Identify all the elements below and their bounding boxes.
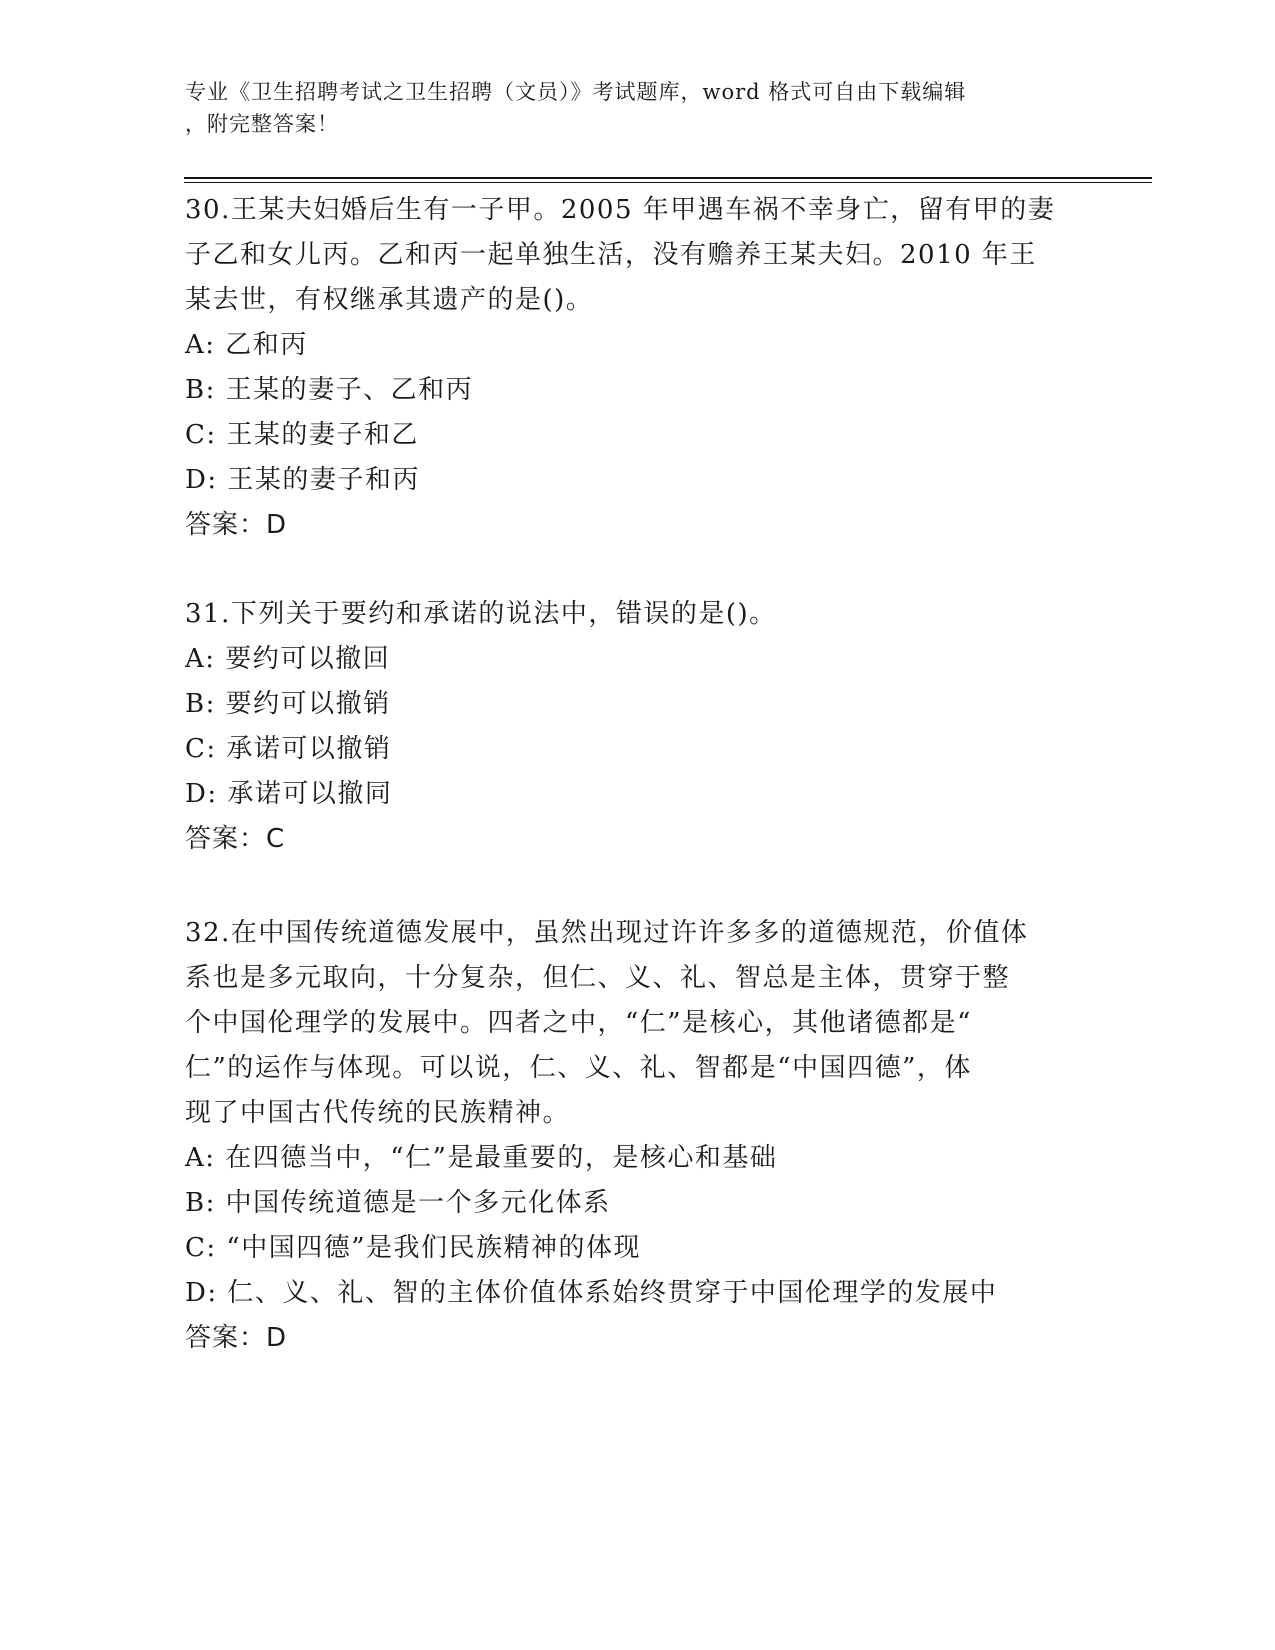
option-b: B: 中国传统道德是一个多元化体系: [185, 1188, 611, 1218]
question-stem: [185, 592, 1085, 637]
answer-line: 答案：D: [185, 1323, 288, 1353]
option-a: A: 要约可以撤回: [185, 644, 391, 674]
option-b: B: 王某的妻子、乙和丙: [185, 375, 474, 405]
stem-line: 30.王某夫妇婚后生有一子甲。2005 年甲遇车祸不幸身亡，留有甲的妻: [185, 195, 1056, 225]
option-a: A: 乙和丙: [185, 330, 308, 360]
header-divider: [184, 177, 1152, 179]
option-d: D: 仁、义、礼、智的主体价值体系始终贯穿于中国伦理学的发展中: [185, 1278, 998, 1308]
answer-line: 答案：C: [185, 824, 286, 854]
option-d: D: 承诺可以撤同: [185, 779, 393, 809]
option-b: B: 要约可以撤销: [185, 689, 391, 719]
option-a: A: 在四德当中，“仁”是最重要的，是核心和基础: [185, 1143, 778, 1173]
header-line: ，附完整答案！: [185, 112, 339, 136]
stem-line: 子乙和女儿丙。乙和丙一起单独生活，没有赡养王某夫妇。2010 年王: [185, 240, 1037, 270]
question-stem: [185, 911, 1085, 1136]
question-31: [185, 592, 1085, 862]
header-divider: [184, 182, 1152, 183]
question-stem: [185, 188, 1085, 323]
option-c: C: 承诺可以撤销: [185, 734, 392, 764]
option-d: D: 王某的妻子和丙: [185, 465, 420, 495]
stem-line: 某去世，有权继承其遗产的是()。: [185, 285, 594, 315]
question-30: [185, 188, 1085, 548]
stem-line: 32.在中国传统道德发展中，虽然出现过许许多多的道德规范，价值体: [185, 918, 1029, 948]
stem-line: 现了中国古代传统的民族精神。: [185, 1098, 571, 1128]
answer-line: 答案：D: [185, 510, 288, 540]
header-line: 专业《卫生招聘考试之卫生招聘（文员）》考试题库，word 格式可自由下载编辑: [185, 80, 967, 104]
stem-line: 系也是多元取向，十分复杂，但仁、义、礼、智总是主体，贯穿于整: [185, 963, 1011, 993]
stem-line: 个中国伦理学的发展中。四者之中，“仁”是核心，其他诸德都是“: [185, 1008, 972, 1038]
document-header: [185, 76, 1065, 140]
option-c: C: 王某的妻子和乙: [185, 420, 419, 450]
question-32: [185, 911, 1085, 1361]
stem-line: 31.下列关于要约和承诺的说法中，错误的是()。: [185, 599, 777, 629]
stem-line: 仁”的运作与体现。可以说，仁、义、礼、智都是“中国四德”，体: [185, 1053, 972, 1083]
option-c: C: “中国四德”是我们民族精神的体现: [185, 1233, 642, 1263]
